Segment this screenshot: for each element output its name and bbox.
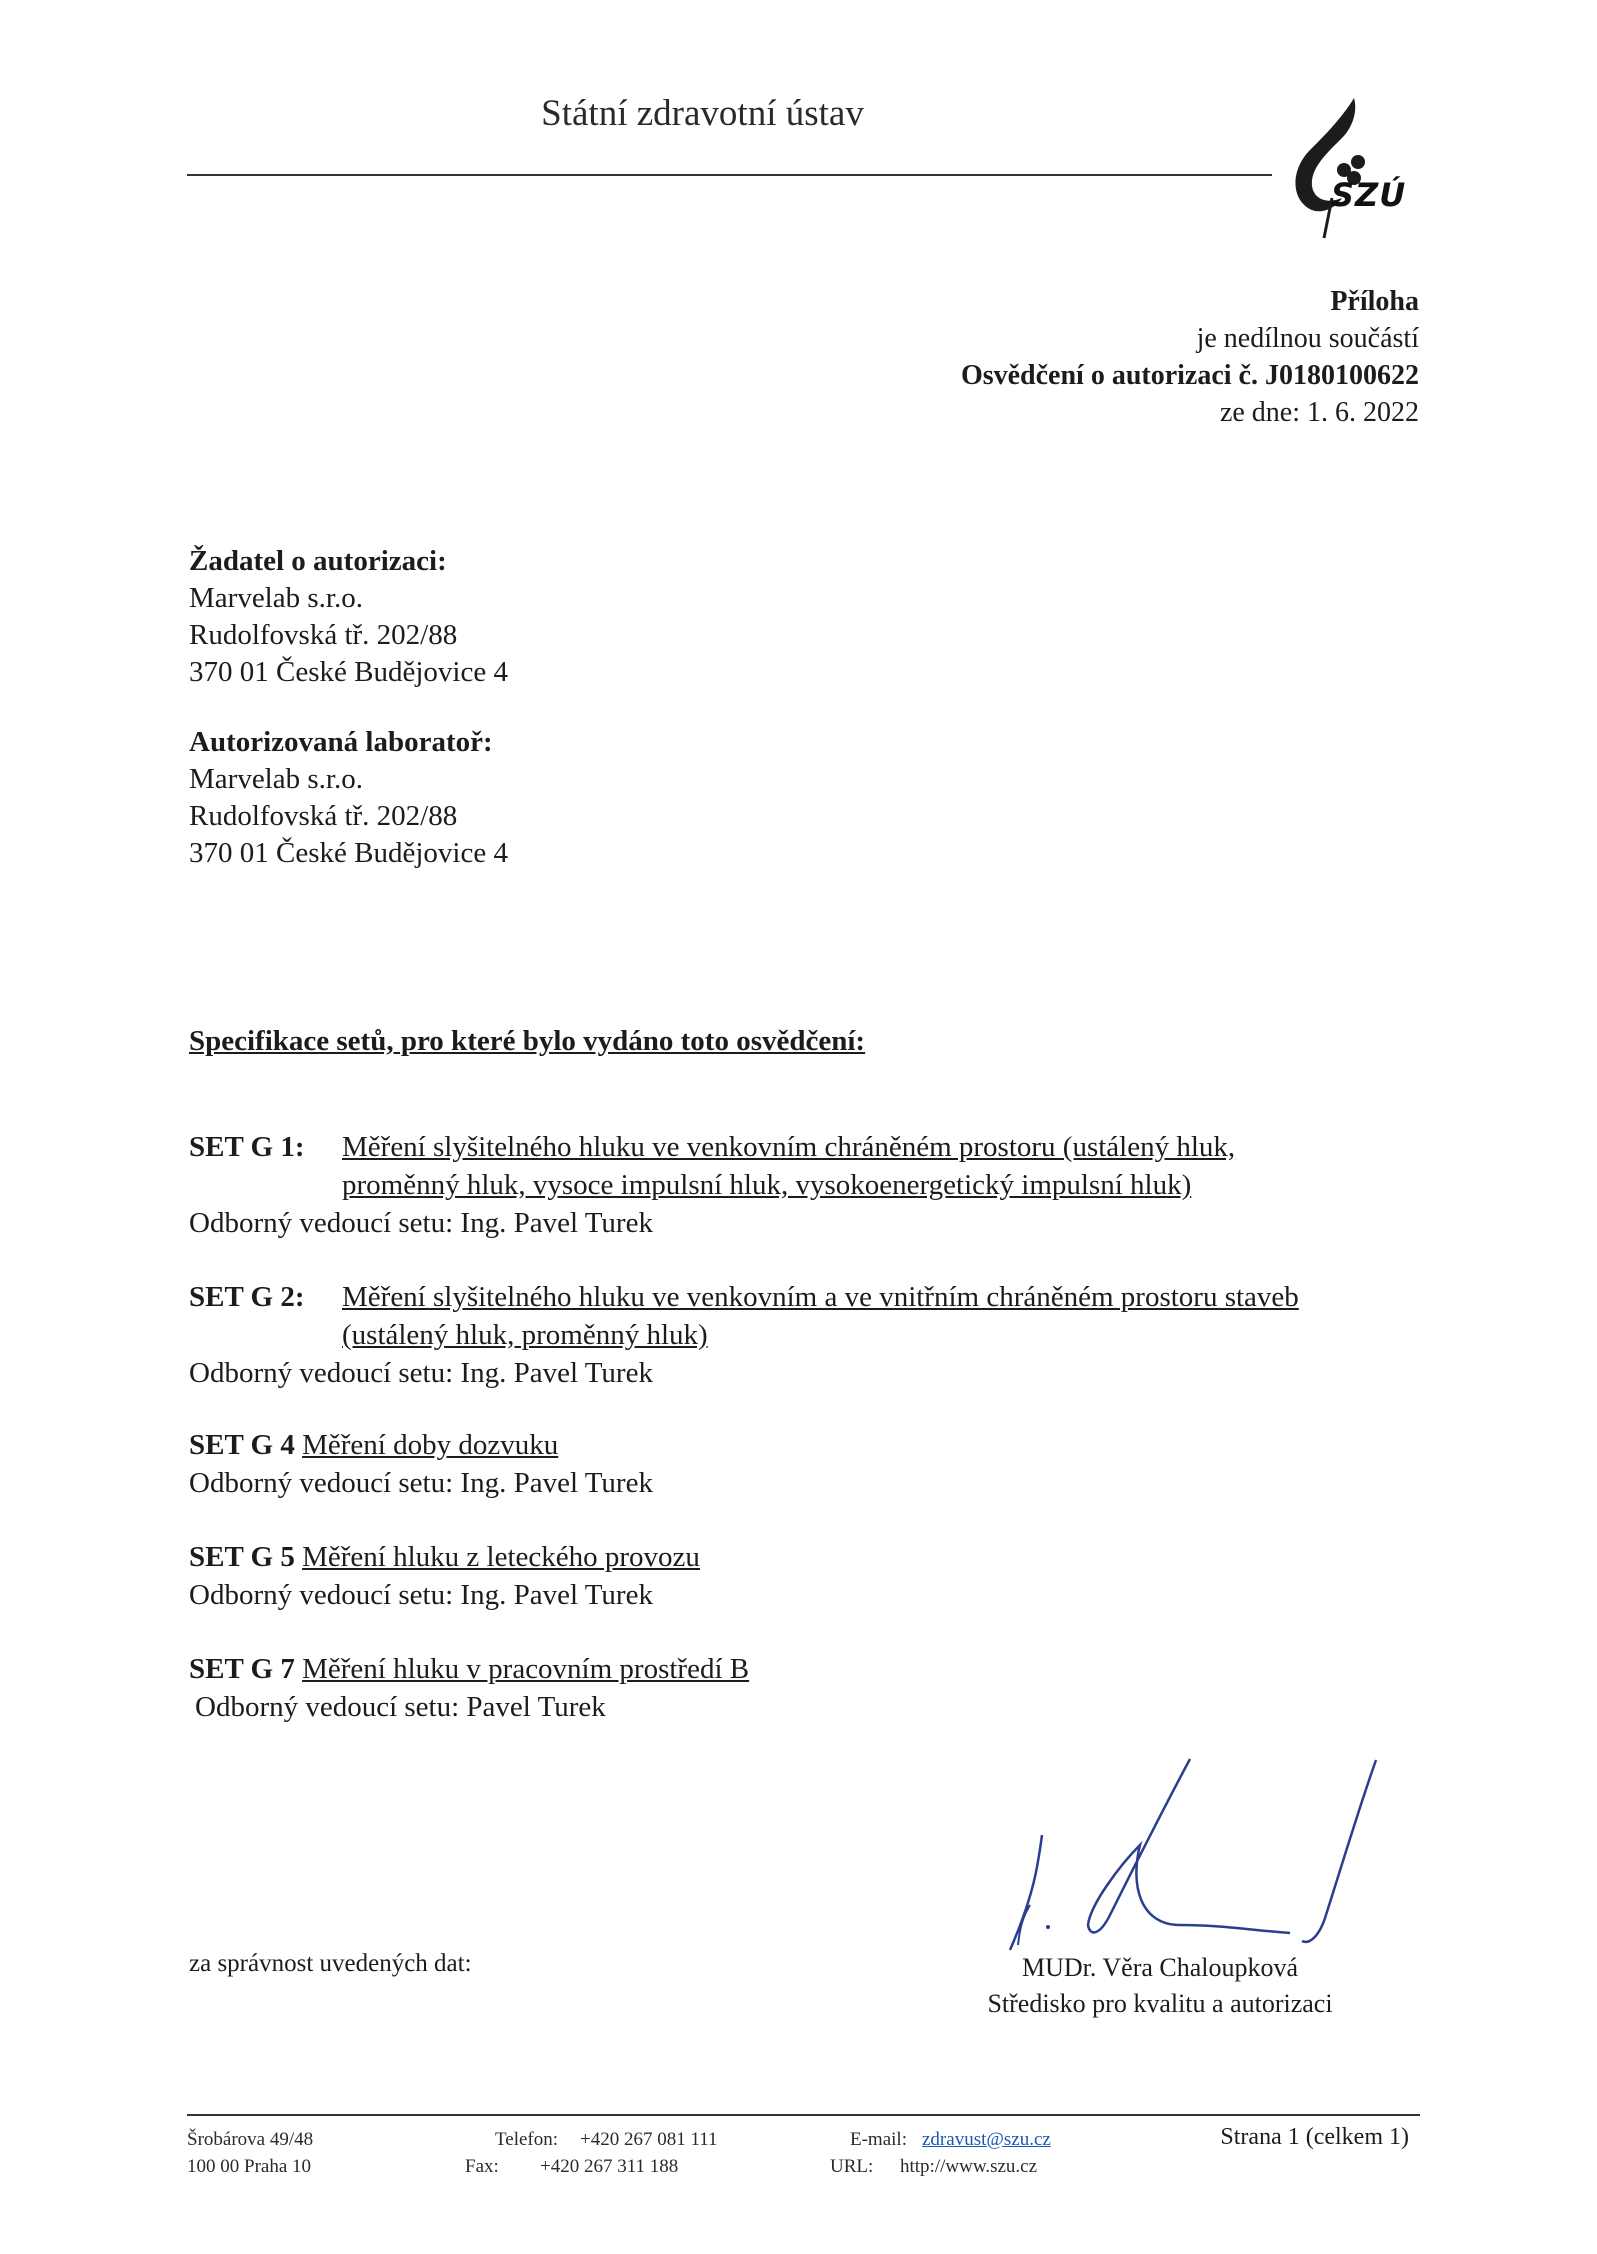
footer-address-line2: 100 00 Praha 10 [187,2156,312,2177]
applicant-name: Marvelab s.r.o. [189,582,363,614]
set-item [189,1650,1419,1726]
email-link[interactable]: zdravust@szu.cz [922,2129,1051,2150]
footer-divider [187,2114,1420,2116]
institution-title: Státní zdravotní ústav [541,93,864,134]
set-code: SET G 7 [189,1653,295,1685]
set-item [189,1538,1419,1614]
annex-block [961,283,1419,431]
laboratory-name: Marvelab s.r.o. [189,763,363,795]
attestation-label: za správnost uvedených dat: [189,1950,472,1977]
url-label: URL: [830,2156,874,2177]
set-code: SET G 4 [189,1429,295,1461]
laboratory-city: 370 01 České Budějovice 4 [189,837,508,869]
annex-title: Příloha [1330,286,1419,317]
set-leader: Odborný vedoucí setu: Ing. Pavel Turek [189,1357,653,1389]
applicant-street: Rudolfovská tř. 202/88 [189,619,458,651]
szu-logo [1262,88,1437,240]
set-code: SET G 5 [189,1541,295,1573]
signer-block [910,1950,1410,2022]
signer-unit: Středisko pro kvalitu a autorizaci [987,1989,1333,2018]
annex-line1: je nedílnou součástí [1196,323,1419,354]
laboratory-label: Autorizovaná laboratoř: [189,726,493,758]
set-title: Měření hluku v pracovním prostředí B [302,1653,750,1685]
footer-address [187,2126,313,2180]
set-leader: Odborný vedoucí setu: Ing. Pavel Turek [189,1207,653,1239]
header-divider [187,174,1272,176]
set-item [189,1426,1419,1502]
handwritten-signature [990,1755,1410,1955]
phone-number: +420 267 081 111 [580,2129,718,2150]
phone-label: Telefon: [495,2129,559,2150]
certificate-number: Osvědčení o autorizaci č. J0180100622 [960,360,1419,391]
set-code: SET G 2: [189,1281,305,1313]
set-code: SET G 1: [189,1131,305,1163]
email-label: E-mail: [850,2129,907,2150]
set-title-cont: proměnný hluk, vysoce impulsní hluk, vysokoenergetický impulsní hluk) [342,1169,1192,1201]
set-title: Měření hluku z leteckého provozu [302,1541,700,1573]
applicant-city: 370 01 České Budějovice 4 [189,656,508,688]
set-leader: Odborný vedoucí setu: Ing. Pavel Turek [189,1467,653,1499]
url-link[interactable]: http://www.szu.cz [900,2156,1038,2177]
set-title: Měření slyšitelného hluku ve venkovním chráněném prostoru (ustálený hluk, [342,1131,1236,1163]
laboratory-street: Rudolfovská tř. 202/88 [189,800,458,832]
fax-number: +420 267 311 188 [540,2156,679,2177]
footer-address-line1: Šrobárova 49/48 [187,2129,314,2150]
set-item [189,1278,1419,1392]
set-leader: Odborný vedoucí setu: Ing. Pavel Turek [189,1579,653,1611]
certificate-date: ze dne: 1. 6. 2022 [1219,397,1419,428]
set-item [189,1128,1419,1242]
set-title: Měření doby dozvuku [302,1429,559,1461]
set-title: Měření slyšitelného hluku ve venkovním a ve vnitřním chráněném prostoru staveb [342,1281,1299,1313]
set-title-cont: (ustálený hluk, proměnný hluk) [342,1319,708,1351]
fax-label: Fax: [465,2156,499,2177]
applicant-block [189,543,508,691]
logo-text: SZÚ [1331,176,1407,214]
applicant-label: Žadatel o autorizaci: [189,545,447,577]
set-leader: Odborný vedoucí setu: Pavel Turek [195,1691,606,1723]
footer-contact [465,2126,718,2180]
szu-logo-icon [1262,88,1437,240]
footer-web [830,2126,1051,2180]
laboratory-block [189,724,508,872]
page-number: Strana 1 (celkem 1) [1220,2124,1409,2150]
signer-name: MUDr. Věra Chaloupková [1021,1953,1299,1982]
spec-heading: Specifikace setů, pro které bylo vydáno toto osvědčení: [189,1025,866,1057]
